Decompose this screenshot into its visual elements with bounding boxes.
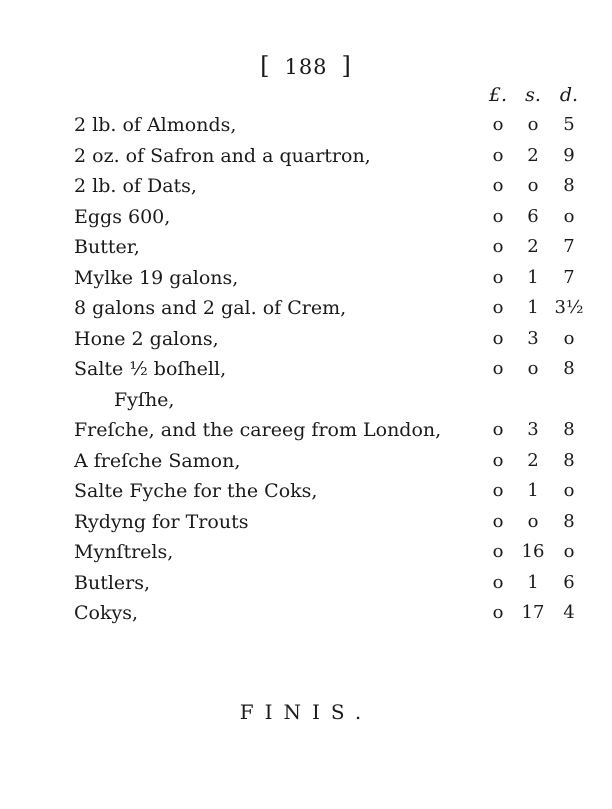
ledger-amount-pence: 9 bbox=[563, 144, 575, 166]
ledger-amount-pounds: o bbox=[492, 297, 504, 318]
ledger-amount-pounds: o bbox=[492, 449, 504, 471]
ledger-amount-pounds: o bbox=[492, 419, 504, 440]
ledger-row bbox=[74, 141, 594, 172]
ledger-amount-shillings: 1 bbox=[527, 571, 539, 593]
ledger-amount-shillings: 17 bbox=[521, 602, 545, 623]
ledger-amount-pence: 6 bbox=[563, 571, 575, 593]
ledger-row bbox=[74, 537, 594, 568]
ledger-item-label: Salte Fyche for the Coks, bbox=[74, 480, 318, 502]
page-number-bracket-open: [ bbox=[260, 52, 271, 80]
ledger-amount-pence: o bbox=[563, 327, 575, 349]
ledger-item-label: Freſche, and the careeg from London, bbox=[74, 419, 442, 441]
ledger-amount-pence: o bbox=[563, 541, 575, 562]
ledger-item-label: Mylke 19 galons, bbox=[74, 266, 239, 289]
ledger-amount-pounds: o bbox=[492, 175, 504, 196]
ledger-amount-pence: 8 bbox=[563, 419, 575, 440]
ledger-amount-pounds: o bbox=[492, 480, 504, 501]
ledger-row bbox=[74, 446, 594, 477]
ledger-row bbox=[74, 171, 594, 202]
ledger-amount-pence: 3½ bbox=[554, 297, 584, 318]
ledger-amount-shillings: o bbox=[527, 358, 539, 379]
column-header-pence: d. bbox=[559, 84, 579, 106]
column-header-pounds: £. bbox=[488, 84, 508, 106]
ledger-row bbox=[74, 354, 594, 385]
ledger-amount-pounds: o bbox=[492, 541, 504, 562]
ledger-amount-pounds: o bbox=[492, 236, 504, 257]
ledger-amount-pounds: o bbox=[492, 510, 504, 532]
ledger-amount-shillings: 1 bbox=[527, 266, 539, 288]
column-header-shillings: s. bbox=[525, 84, 541, 106]
ledger-amount-shillings: 6 bbox=[527, 205, 539, 227]
ledger-item-label: Salte ½ boſhell, bbox=[74, 358, 227, 380]
page-number-header bbox=[0, 52, 612, 80]
ledger-item-label: Eggs 600, bbox=[74, 205, 171, 228]
ledger-row bbox=[74, 110, 594, 141]
ledger-item-label: 8 galons and 2 gal. of Crem, bbox=[74, 297, 347, 319]
ledger-amount-shillings: 2 bbox=[527, 449, 539, 471]
ledger-amount-shillings: 16 bbox=[521, 541, 545, 562]
ledger-amount-pence: 8 bbox=[563, 175, 575, 196]
ledger-amount-shillings: 2 bbox=[527, 144, 539, 166]
ledger-amount-shillings: 1 bbox=[527, 297, 539, 318]
ledger-amount-pence: o bbox=[563, 205, 575, 227]
ledger-item-label: 2 lb. of Dats, bbox=[74, 175, 197, 197]
ledger-amount-pence: 7 bbox=[563, 236, 575, 257]
ledger-amount-shillings: o bbox=[527, 510, 539, 532]
expense-ledger bbox=[74, 110, 594, 629]
ledger-item-label: Butter, bbox=[74, 236, 140, 258]
ledger-item-label: Rydyng for Trouts bbox=[74, 510, 249, 533]
ledger-amount-pounds: o bbox=[492, 358, 504, 379]
ledger-amount-pence: 5 bbox=[563, 114, 575, 135]
ledger-row bbox=[74, 507, 594, 538]
ledger-row bbox=[74, 232, 594, 263]
ledger-amount-pence: o bbox=[563, 480, 575, 501]
ledger-row bbox=[74, 598, 594, 629]
ledger-amount-pounds: o bbox=[492, 114, 504, 135]
ledger-amount-pounds: o bbox=[492, 327, 504, 349]
ledger-row bbox=[74, 324, 594, 355]
page-number: 188 bbox=[284, 55, 328, 79]
ledger-item-label: 2 oz. of Safron and a quartron, bbox=[74, 144, 371, 167]
ledger-amount-pounds: o bbox=[492, 571, 504, 593]
ledger-row bbox=[74, 202, 594, 233]
ledger-item-label: Fyſhe, bbox=[114, 388, 175, 411]
ledger-amount-pence: 8 bbox=[563, 510, 575, 532]
ledger-row bbox=[74, 568, 594, 599]
ledger-item-label: Cokys, bbox=[74, 602, 139, 624]
ledger-item-label: 2 lb. of Almonds, bbox=[74, 114, 237, 136]
ledger-amount-pence: 7 bbox=[563, 266, 575, 288]
ledger-item-label: Hone 2 galons, bbox=[74, 327, 219, 350]
ledger-row bbox=[74, 415, 594, 446]
ledger-row bbox=[74, 293, 594, 324]
ledger-amount-pence: 4 bbox=[563, 602, 575, 623]
ledger-amount-pence: 8 bbox=[563, 449, 575, 471]
ledger-item-label: Mynſtrels, bbox=[74, 541, 174, 563]
ledger-item-label: Butlers, bbox=[74, 571, 151, 594]
ledger-amount-pounds: o bbox=[492, 266, 504, 288]
ledger-amount-shillings: o bbox=[527, 114, 539, 135]
ledger-amount-shillings: o bbox=[527, 175, 539, 196]
ledger-amount-shillings: 2 bbox=[527, 236, 539, 257]
page-number-bracket-close: ] bbox=[341, 52, 352, 80]
ledger-amount-shillings: 1 bbox=[527, 480, 539, 501]
ledger-amount-pounds: o bbox=[492, 205, 504, 227]
ledger-amount-shillings: 3 bbox=[527, 419, 539, 440]
ledger-amount-pence: 8 bbox=[563, 358, 575, 379]
ledger-row bbox=[74, 263, 594, 294]
ledger-amount-shillings: 3 bbox=[527, 327, 539, 349]
ledger-amount-pounds: o bbox=[492, 602, 504, 623]
ledger-amount-pounds: o bbox=[492, 144, 504, 166]
finis-text: FINIS. bbox=[239, 700, 373, 724]
ledger-item-label: A freſche Samon, bbox=[74, 449, 241, 472]
ledger-section-heading bbox=[74, 385, 594, 416]
ledger-row bbox=[74, 476, 594, 507]
